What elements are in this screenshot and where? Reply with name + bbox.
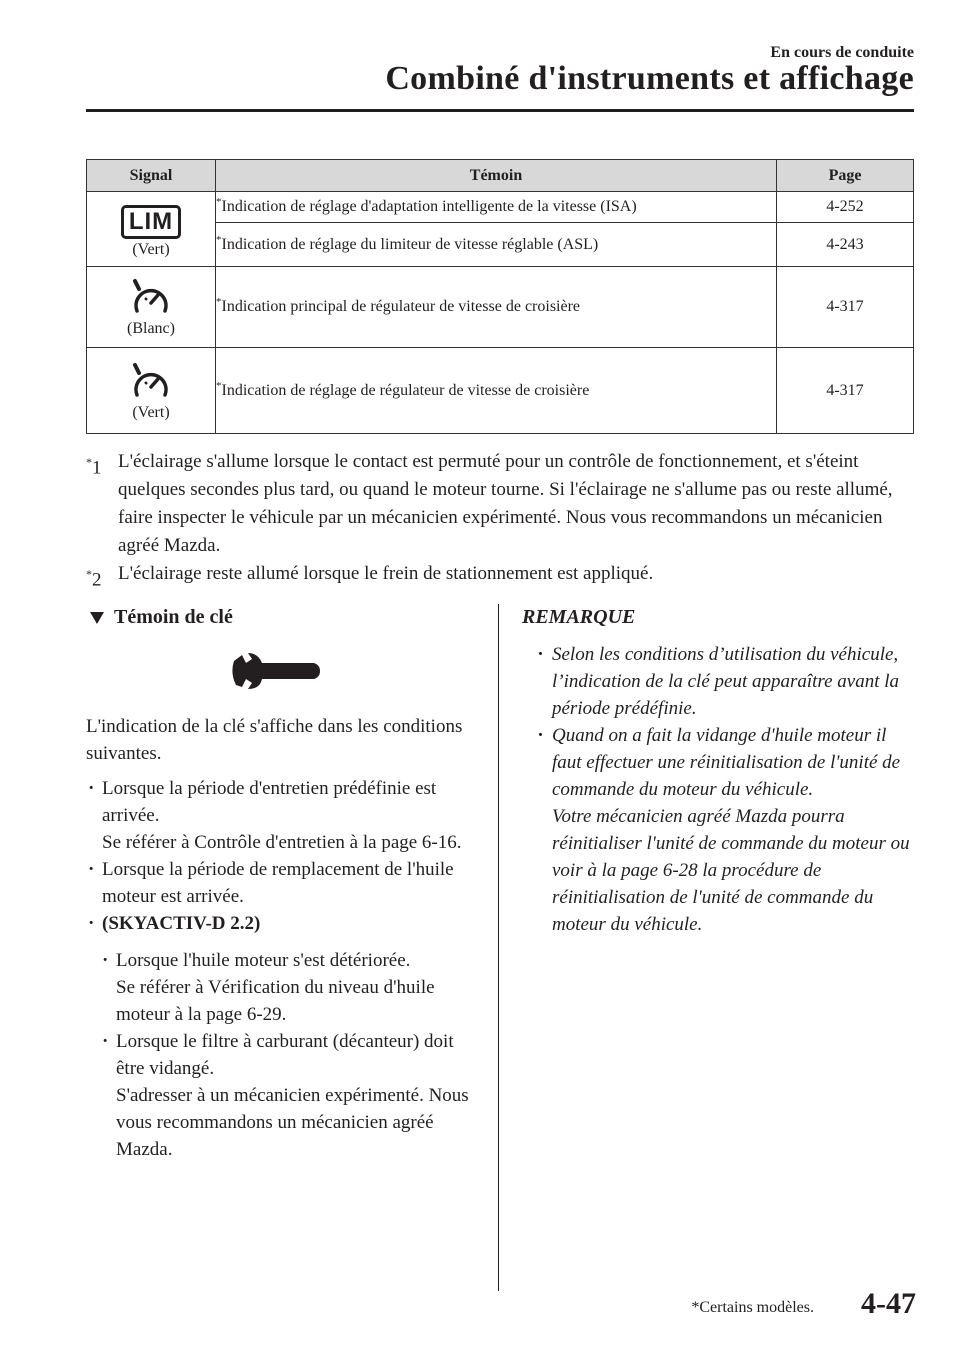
table-row	[87, 348, 914, 434]
footnote-1: *1 L'éclairage s'allume lorsque le contact est permuté pour un contrôle de fonctionnement, et s'éteint quelques secondes plus tard, ou quand le moteur tourne. Si l'éclairage ne s'allume pas ou reste allumé, faire inspecter le véhicule par un mécanicien expérimenté. Nous vous recommandons un mécanicien agréé Mazda.	[86, 451, 893, 556]
signal-table	[86, 159, 914, 434]
page-title: Combiné d'instruments et affichage	[385, 60, 914, 97]
wrench-icon	[228, 649, 322, 693]
section-title: Témoin de clé	[86, 604, 476, 631]
signal-cell-cruise-white	[87, 267, 216, 348]
footnote-2: *2 L'éclairage reste allumé lorsque le frein de stationnement est appliqué.	[86, 563, 654, 591]
header-page: Page	[777, 160, 914, 192]
page-cell: 4-317	[777, 267, 914, 348]
temoin-cell: *Indication de réglage d'adaptation intelligente de la vitesse (ISA)	[216, 192, 777, 223]
header-signal: Signal	[87, 160, 216, 192]
footer-note: *Certains modèles.	[691, 1299, 814, 1316]
signal-caption: (Vert)	[132, 403, 170, 421]
right-column	[522, 604, 912, 938]
temoin-cell: *Indication de réglage du limiteur de vitesse réglable (ASL)	[216, 223, 777, 267]
signal-cell-lim	[87, 192, 216, 267]
list-item: · Selon les conditions d’utilisation du véhicule, l’indication de la clé peut apparaître avant la période prédéfinie.	[536, 641, 912, 722]
signal-caption: (Blanc)	[127, 320, 175, 337]
page-cell: 4-243	[777, 223, 914, 267]
table-header-row	[87, 160, 914, 192]
signal-cell-cruise-green	[87, 348, 216, 434]
remark-title: REMARQUE	[522, 606, 636, 628]
triangle-icon	[90, 612, 104, 624]
signal-caption: (Vert)	[132, 241, 170, 258]
header-rule	[86, 109, 914, 112]
list-item: · (SKYACTIV-D 2.2)	[86, 910, 476, 937]
cruise-control-icon	[130, 278, 172, 318]
list-item: · Lorsque l'huile moteur s'est détériorée. Se référer à Vérification du niveau d'huile moteur à la page 6-29.	[100, 947, 476, 1028]
list-item: · Lorsque la période d'entretien prédéfinie est arrivée. Se référer à Contrôle d'entretien à la page 6-16.	[86, 775, 476, 856]
temoin-cell: *Indication de réglage de régulateur de vitesse de croisière	[216, 348, 777, 434]
list-item: · Lorsque le filtre à carburant (décanteur) doit être vidangé. S'adresser à un mécanicien expérimenté. Nous vous recommandons un mécanicien agréé Mazda.	[100, 1028, 476, 1163]
section-header: En cours de conduite	[770, 44, 914, 61]
list-item: · Lorsque la période de remplacement de l'huile moteur est arrivée.	[86, 856, 476, 910]
table-row	[87, 192, 914, 223]
header-temoin: Témoin	[216, 160, 777, 192]
table-row	[87, 267, 914, 348]
lim-icon: LIM	[121, 205, 181, 239]
list-item: · Quand on a fait la vidange d'huile moteur il faut effectuer une réinitialisation de l'unité de commande du moteur du véhicule. Votre mécanicien agréé Mazda pourra réinitialiser l'unité de commande du moteur ou voir à la page 6-28 la procédure de réinitialisation de l'unité de commande du moteur du véhicule.	[536, 722, 912, 938]
page-cell: 4-252	[777, 192, 914, 223]
cruise-control-icon	[130, 362, 172, 402]
temoin-cell: *Indication principal de régulateur de vitesse de croisière	[216, 267, 777, 348]
intro-text: L'indication de la clé s'affiche dans les conditions suivantes.	[86, 716, 463, 764]
footnotes	[86, 448, 916, 591]
page-cell: 4-317	[777, 348, 914, 434]
page-number: 4-47	[861, 1287, 916, 1320]
left-column	[86, 604, 476, 1163]
column-divider	[498, 604, 499, 1291]
